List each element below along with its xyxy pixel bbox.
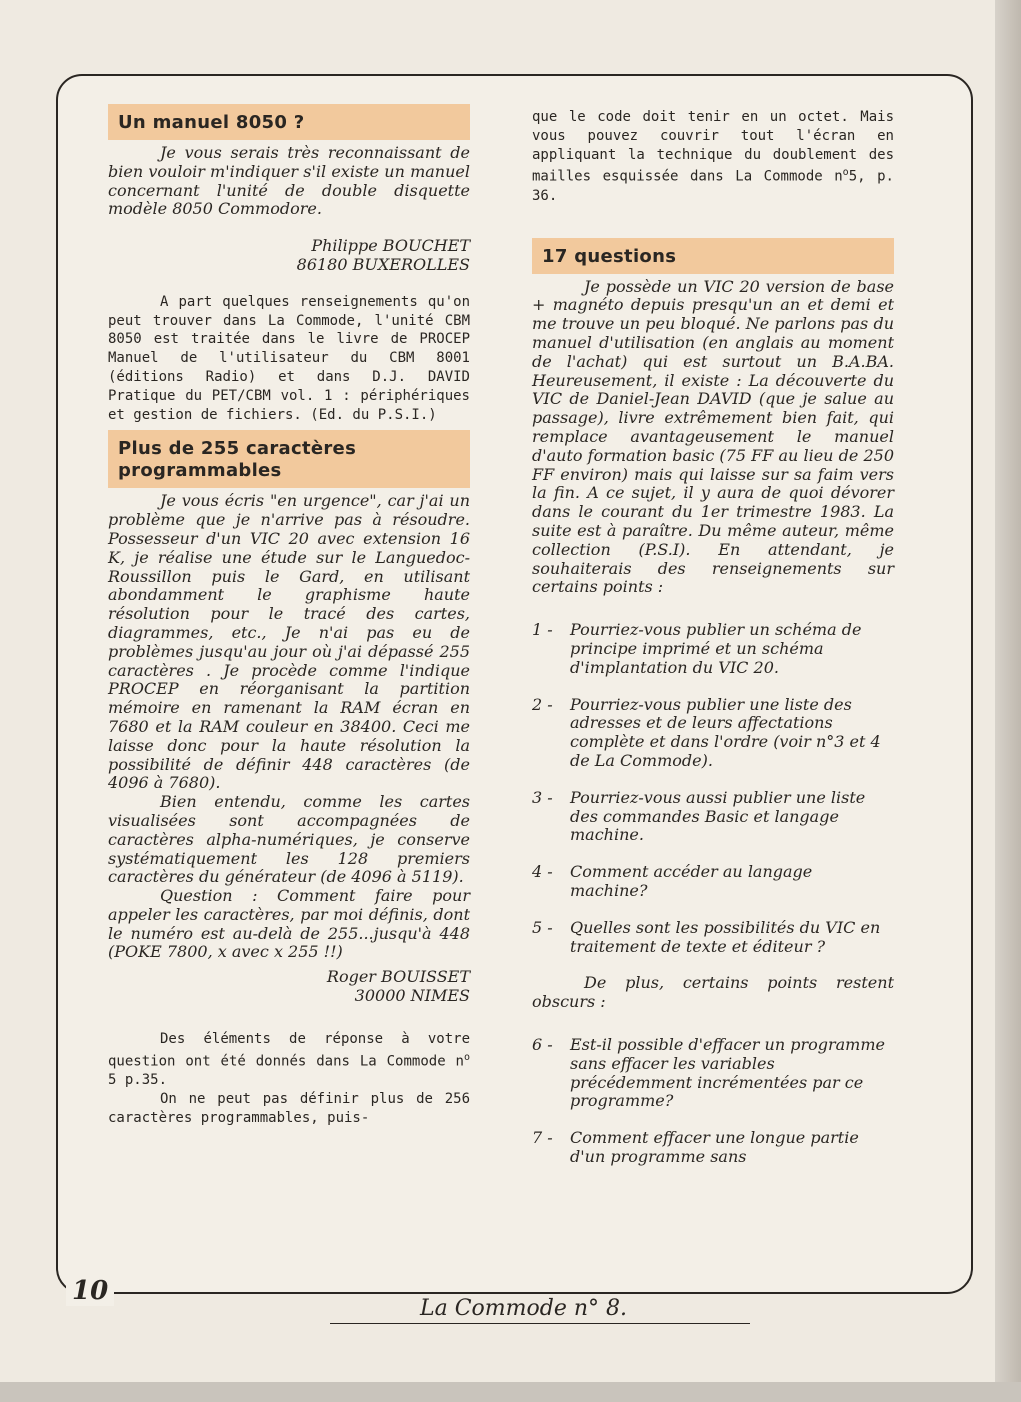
question-number: 2 - <box>532 694 553 714</box>
heading-manuel-8050: Un manuel 8050 ? <box>108 104 470 140</box>
question-item <box>532 863 894 901</box>
answer-continued: que le code doit tenir en un octet. Mais vous pouvez couvrir tout l'écran en appliquant la technique du doublement des mailles esquissée dans La Commode $n^o5$, p. 36. <box>532 109 894 204</box>
letter-17-questions: Je possède un VIC 20 version de base + magnéto depuis presqu'un an et demi et me trouve un peu bloqué. Ne parlons pas du manuel d'utilisation (en anglais au moment de l'achat) qui est surtout un B.A.BA. Heureusement, il existe : La découverte du VIC de Daniel-Jean DAVID (que je salue au passage), livre extrêmement bien fait, qui remplace avantageusement le manuel d'auto formation basic (75 FF au lieu de 250 FF environ) mais qui laisse sur sa faim vers la fin. A ce sujet, il y aura de quoi dévorer dans le courant du 1er trimestre 1983. La suite est à paraître. Du même auteur, même collection (P.S.I). En attendant, je souhaiterais des renseignements sur certains points : <box>532 276 894 597</box>
question-item <box>532 621 894 677</box>
letter-bouchet: Je vous serais très reconnaissant de bien vouloir m'indiquer s'il existe un manuel concernant l'unité de double disquette modèle 8050 Commodore. <box>108 143 470 219</box>
question-item <box>532 1036 894 1111</box>
question-text: Pourriez-vous publier un schéma de principe imprimé et un schéma d'implantation du VIC 20. <box>570 620 862 677</box>
magazine-title: La Commode n° 8. <box>410 1296 637 1321</box>
question-number: 4 - <box>532 862 553 882</box>
question-text: Quelles sont les possibilités du VIC en traitement de texte et éditeur ? <box>570 917 881 956</box>
heading-17-questions: 17 questions <box>532 238 894 274</box>
question-text: Est-il possible d'effacer un programme sans effacer les variables précédemment incrémentées par ce programme? <box>570 1034 885 1111</box>
letter-bouisset-p3: Question : Comment faire pour appeler les caractères, par moi définis, dont le numéro est au-delà de 255...jusqu'à 448 (POKE 7800, x avec x 255 !!) <box>108 886 470 962</box>
letter-bouisset-p2: Bien entendu, comme les cartes visualisées sont accompagnées de caractères alpha-numériques, je conserve systématiquement les 128 premiers caractères du générateur (de 4096 à 5119). <box>108 792 470 887</box>
left-column <box>108 104 470 1128</box>
question-item <box>532 919 894 957</box>
question-item <box>532 696 894 771</box>
heading-255-caracteres: Plus de 255 caractères programmables <box>108 430 470 488</box>
letter-bouisset-p1: Je vous écris "en urgence", car j'ai un problème que je n'arrive pas à résoudre. Possesseur d'un VIC 20 avec extension 16 K, je réalise une étude sur le Languedoc-Roussillon puis le Gard, en utilisant abondamment le graphisme haute résolution pour le tracé des cartes, diagrammes, etc., Je n'ai pas eu de problèmes jusqu'au jour où j'ai dépassé 255 caractères . Je procède comme l'indique PROCEP en réorganisant la partition mémoire en ramenant la RAM écran en 7680 et la RAM couleur en 38400. Ceci me laisse donc pour la haute résolution la possibilité de définir 448 caractères (de 4096 à 7680). <box>108 491 470 793</box>
question-text: Comment effacer une longue partie d'un programme sans <box>570 1128 859 1166</box>
question-text: Pourriez-vous publier une liste des adresses et de leurs affectations complète et dans l'ordre (voir n°3 et 4 de La Commode). <box>570 694 881 770</box>
signature-name: Philippe BOUCHET <box>311 236 470 256</box>
question-list <box>532 621 894 956</box>
scan-bottom-edge <box>0 1382 1021 1402</box>
question-item <box>532 1129 894 1167</box>
question-number: 6 - <box>532 1034 553 1054</box>
answer-255-p2: On ne peut pas définir plus de 256 caractères programmables, puis- <box>108 1090 470 1126</box>
question-number: 7 - <box>532 1128 553 1148</box>
question-text: Pourriez-vous aussi publier une liste des commandes Basic et langage machine. <box>570 787 866 845</box>
right-column <box>532 108 894 1185</box>
page-number: 10 <box>66 1276 114 1306</box>
question-text: Comment accéder au langage machine? <box>570 862 813 900</box>
question-number: 3 - <box>532 787 553 807</box>
between-text: De plus, certains points restent obscurs : <box>532 973 894 1012</box>
signature-city: 30000 NIMES <box>354 986 470 1006</box>
question-number: 5 - <box>532 917 553 937</box>
question-number: 1 - <box>532 620 553 640</box>
answer-manuel: A part quelques renseignements qu'on peut trouver dans La Commode, l'unité CBM 8050 est traitée dans le livre de PROCEP Manuel de l'utilisateur du CBM 8001 (éditions Radio) et dans D.J. DAVID Pratique du PET/CBM vol. 1 : périphériques et gestion de fichiers. (Ed. du P.S.I.) <box>108 293 470 423</box>
question-list <box>532 1036 894 1167</box>
footer-rule <box>330 1323 750 1324</box>
page-edge <box>995 0 1021 1402</box>
answer-255-p1: Des éléments de réponse à votre question ont été donnés dans La Commode $n^o$ 5 p.35. <box>108 1030 470 1089</box>
signature-city: 86180 BUXEROLLES <box>296 254 470 274</box>
signature-name: Roger BOUISSET <box>326 967 470 987</box>
question-item <box>532 789 894 845</box>
